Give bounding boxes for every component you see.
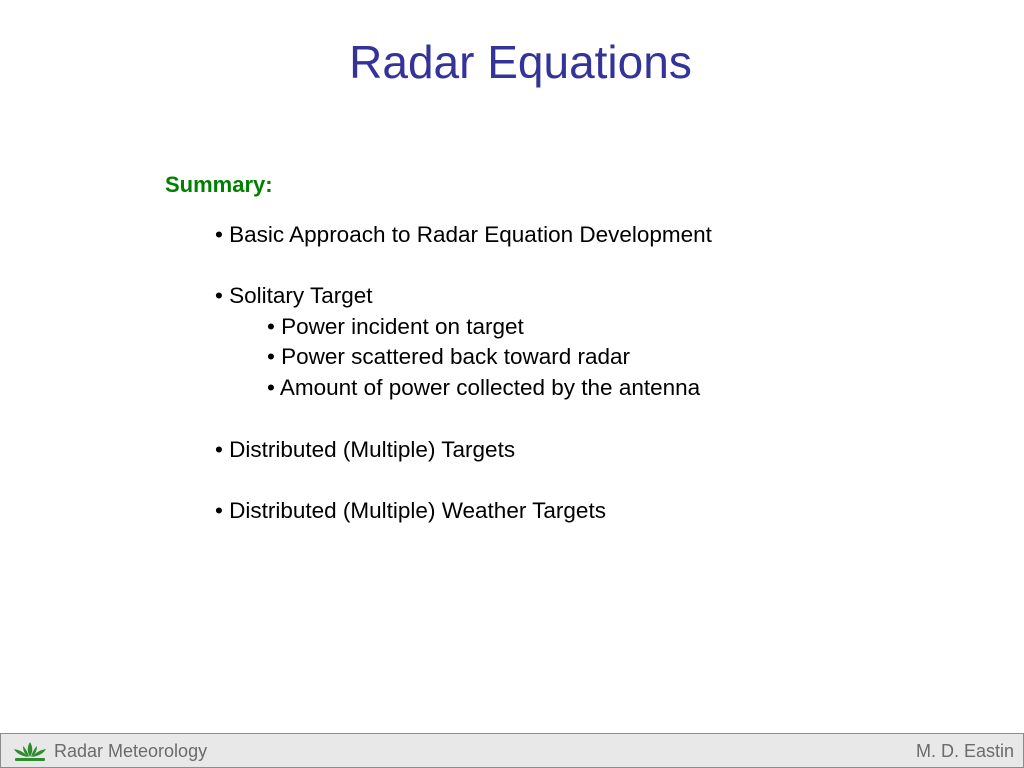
- bullet-distributed-targets: • Distributed (Multiple) Targets: [215, 437, 516, 462]
- bullet-solitary-target: • Solitary Target: [215, 283, 373, 308]
- sub-bullet-power-scattered: • Power scattered back toward radar: [267, 344, 631, 369]
- page-title: Radar Equations: [349, 36, 692, 88]
- bullet-distributed-weather-targets: • Distributed (Multiple) Weather Targets: [215, 498, 606, 523]
- sub-bullet-power-collected: • Amount of power collected by the antenna: [267, 375, 701, 400]
- leaf-crown-logo-icon: [11, 739, 49, 763]
- bullet-basic-approach: • Basic Approach to Radar Equation Development: [215, 222, 712, 247]
- footer-author: M. D. Eastin: [915, 741, 1014, 761]
- footer-course-name: Radar Meteorology: [54, 741, 208, 761]
- sub-bullet-power-incident: • Power incident on target: [267, 314, 524, 339]
- footer-bar: [0, 733, 1024, 768]
- summary-heading: Summary:: [165, 172, 273, 197]
